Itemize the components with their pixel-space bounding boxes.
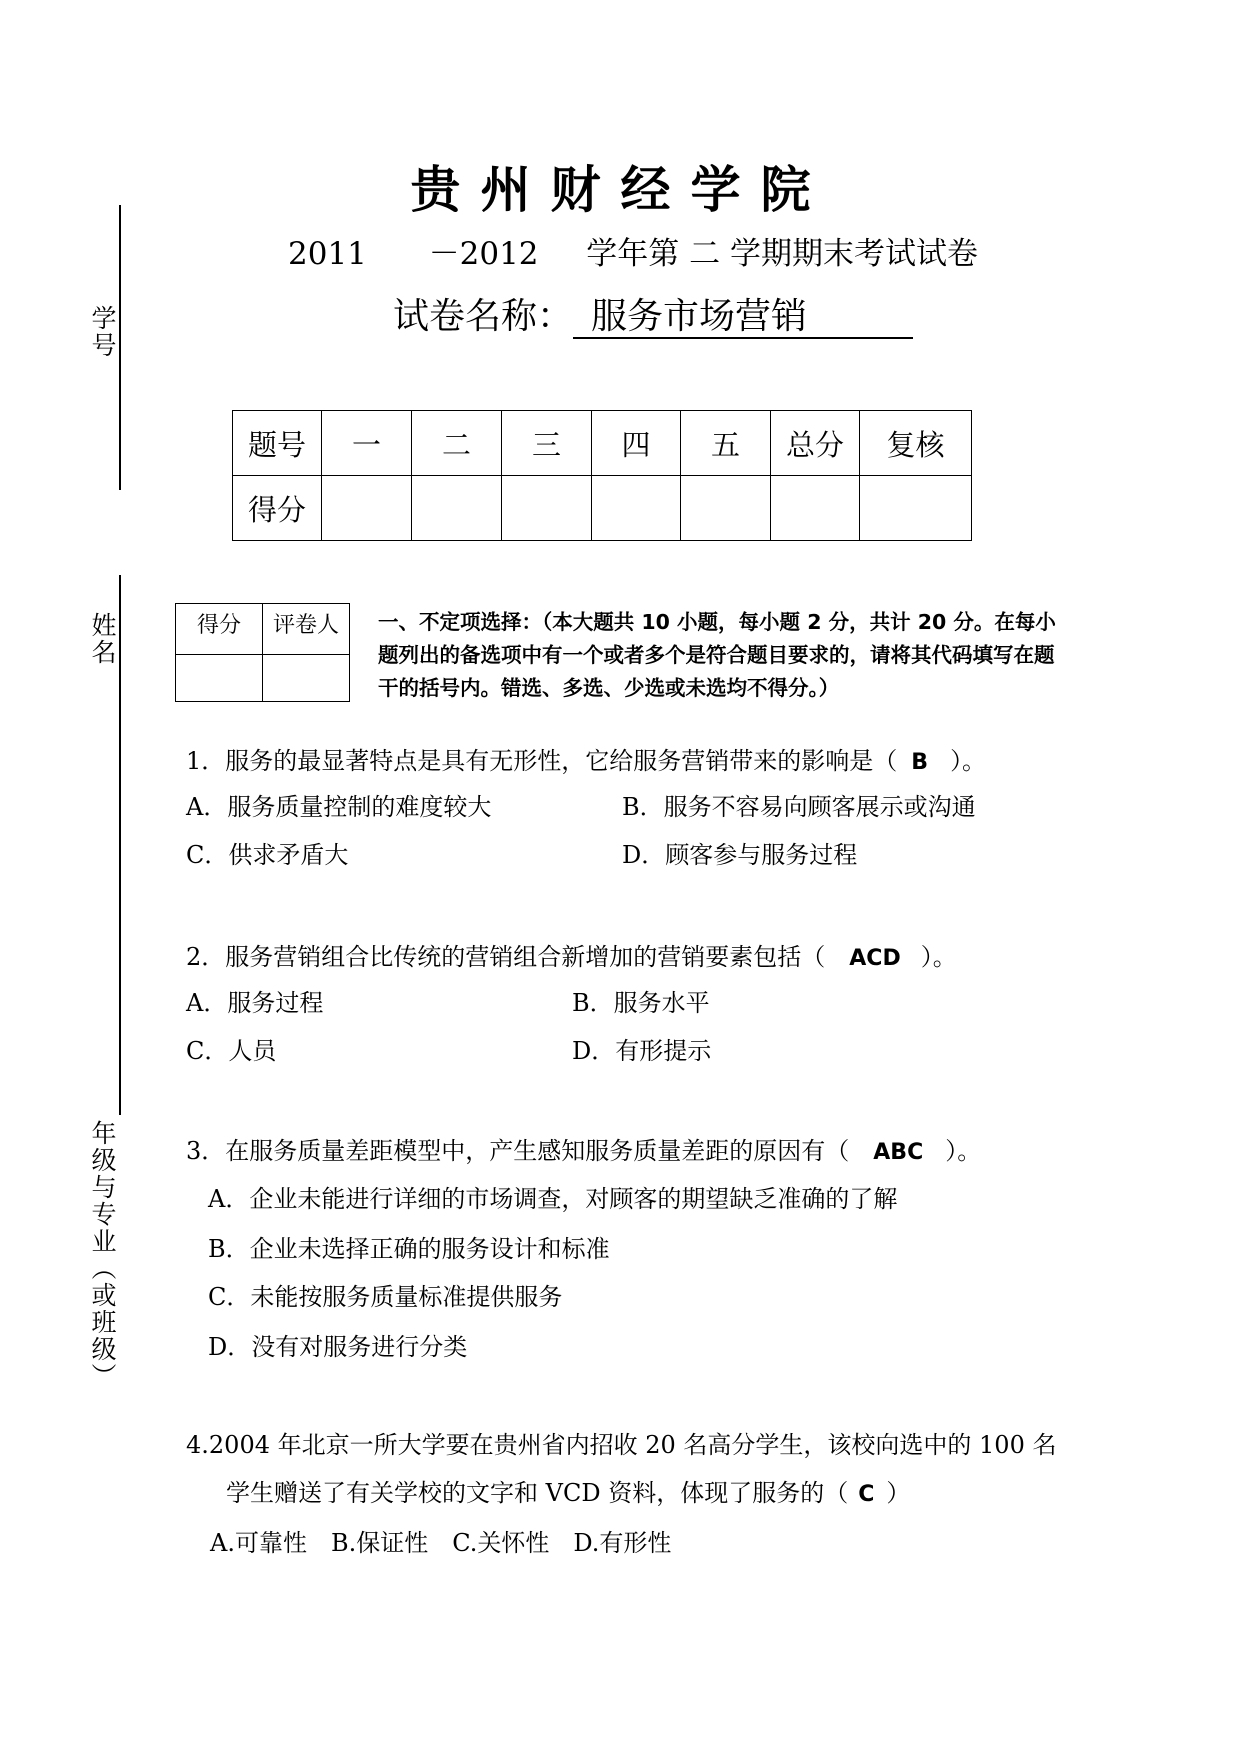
course-name: 服务市场营销: [573, 297, 913, 339]
answer-text: C: [858, 1482, 875, 1507]
question-3-option-c: C．未能按服务质量标准提供服务: [208, 1283, 563, 1311]
student-id-label: 学号: [88, 305, 117, 359]
question-stem-text: 2．服务营销组合比传统的营销组合新增加的营销要素包括（: [186, 943, 826, 971]
question-1-stem: [186, 746, 986, 778]
question-close-text: ）。: [950, 747, 987, 775]
question-1-option-d: D．顾客参与服务过程: [622, 841, 858, 869]
year-end: －2012: [428, 236, 539, 272]
question-stem-text: 学生赠送了有关学校的文字和 VCD 资料，体现了服务的（: [226, 1479, 849, 1507]
table-cell: 二: [412, 411, 502, 476]
class-label: 年级与专业（或班级）: [88, 1120, 117, 1390]
grader-score-cell[interactable]: [176, 655, 263, 702]
name-label: 姓名: [88, 612, 117, 666]
table-cell: 复核: [860, 411, 972, 476]
question-close-text: ）: [886, 1479, 911, 1507]
score-input-cell[interactable]: [771, 476, 860, 541]
score-input-cell[interactable]: [502, 476, 592, 541]
grader-name-cell[interactable]: [263, 655, 350, 702]
paper-label: 试卷名称：: [393, 296, 574, 337]
answer-text: ABC: [873, 1140, 924, 1165]
question-3-stem: [186, 1136, 981, 1168]
table-cell: 一: [322, 411, 412, 476]
grader-table: [175, 603, 350, 702]
school-name: 贵州财经学院: [410, 161, 831, 219]
score-input-cell[interactable]: [681, 476, 771, 541]
table-cell: 总分: [771, 411, 860, 476]
question-4-stem-line-2: [226, 1478, 910, 1510]
score-table-score-row: [233, 476, 972, 541]
question-stem-text: 3．在服务质量差距模型中，产生感知服务质量差距的原因有（: [186, 1137, 850, 1165]
grader-name-label: 评卷人: [263, 604, 350, 655]
question-1-option-c: C．供求矛盾大: [186, 841, 349, 869]
question-3-option-d: D．没有对服务进行分类: [208, 1333, 468, 1361]
score-input-cell[interactable]: [412, 476, 502, 541]
question-close-text: ）。: [945, 1137, 982, 1165]
table-cell: 四: [592, 411, 681, 476]
term-text: 学年第 二 学期期末考试试卷: [586, 236, 978, 272]
section-1-instructions: 一、不定项选择：（本大题共 10 小题，每小题 2 分，共计 20 分。在每小题列出的备选项中有一个或者多个是符合题目要求的，请将其代码填写在题干的括号内。错选、多选、少选或未选均不得分。）: [378, 610, 1056, 700]
question-1-option-b: B．服务不容易向顾客展示或沟通: [622, 793, 976, 821]
score-table-header-row: [233, 411, 972, 476]
table-cell: 题号: [233, 411, 322, 476]
answer-text: ACD: [849, 946, 901, 971]
score-input-cell[interactable]: [322, 476, 412, 541]
question-3-option-b: B．企业未选择正确的服务设计和标准: [208, 1235, 610, 1263]
question-2-option-d: D．有形提示: [572, 1037, 712, 1065]
answer-text: B: [911, 750, 929, 775]
table-cell: 五: [681, 411, 771, 476]
paper-name: [393, 288, 913, 339]
question-2-option-b: B．服务水平: [572, 989, 710, 1017]
table-cell: 三: [502, 411, 592, 476]
term-line: [288, 228, 978, 273]
question-1-option-a: A．服务质量控制的难度较大: [186, 793, 492, 821]
question-2-stem: [186, 942, 957, 974]
grader-score-label: 得分: [176, 604, 263, 655]
score-table: [232, 410, 972, 541]
question-close-text: ）。: [920, 943, 957, 971]
year-start: 2011: [288, 236, 367, 272]
question-4-options: A.可靠性 B.保证性 C.关怀性 D.有形性: [210, 1529, 672, 1557]
question-3-option-a: A．企业未能进行详细的市场调查，对顾客的期望缺乏准确的了解: [208, 1185, 898, 1213]
score-input-cell[interactable]: [860, 476, 972, 541]
score-input-cell[interactable]: [592, 476, 681, 541]
question-stem-text: 1．服务的最显著特点是具有无形性，它给服务营销带来的影响是（: [186, 747, 898, 775]
question-4-stem-line-1: 4.2004 年北京一所大学要在贵州省内招收 20 名高分学生，该校向选中的 100 名: [186, 1431, 1057, 1459]
table-cell: 得分: [233, 476, 322, 541]
question-2-option-a: A．服务过程: [186, 989, 324, 1017]
question-2-option-c: C．人员: [186, 1037, 277, 1065]
